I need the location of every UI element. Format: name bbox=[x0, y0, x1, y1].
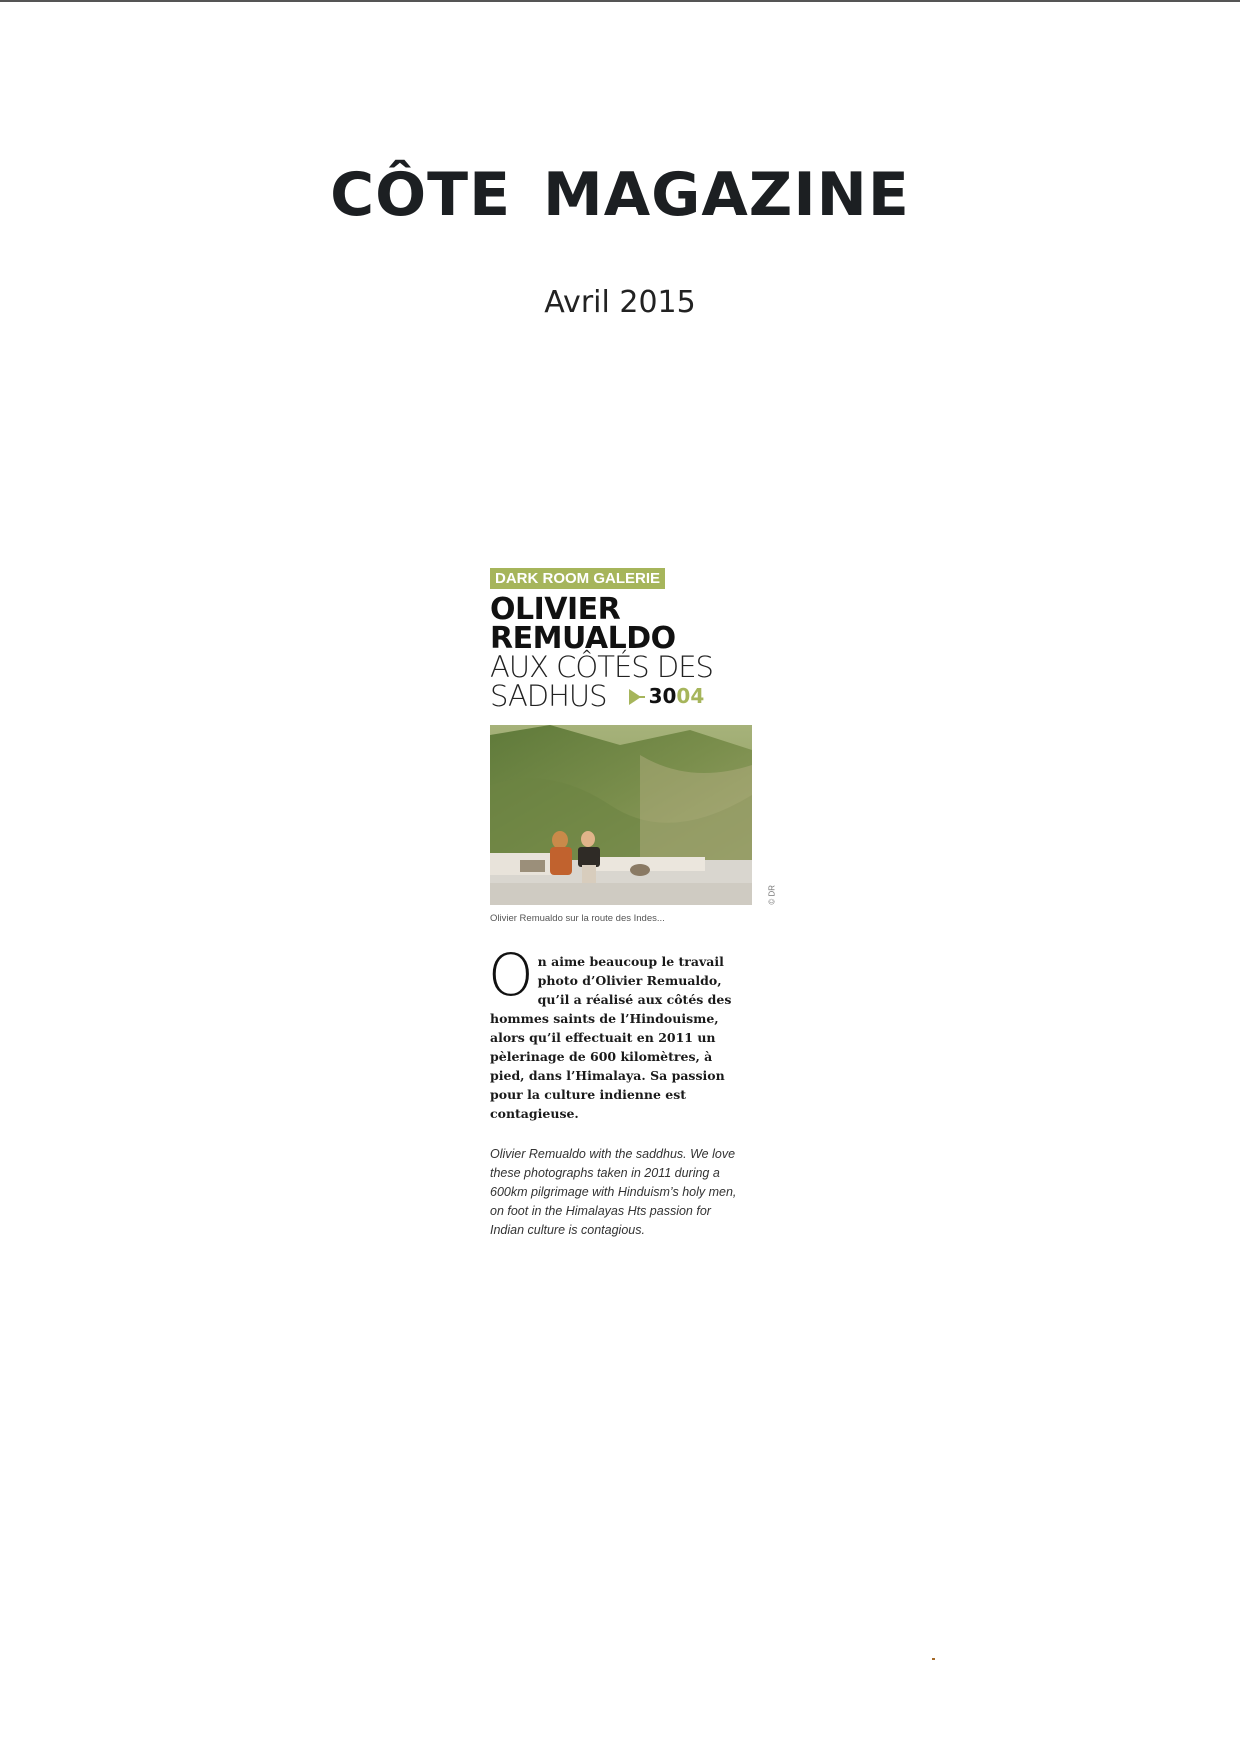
article-photo bbox=[490, 725, 777, 905]
issue-date: Avril 2015 bbox=[544, 285, 696, 320]
scan-speck bbox=[932, 1658, 935, 1660]
article-headline bbox=[490, 592, 790, 656]
article-body-french bbox=[488, 941, 746, 1123]
article-body-english: Olivier Remualdo with the saddhus. We love these photographs taken in 2011 during a 600km pilgrimage with Hinduism’s holy men, on foot in the Himalayas Hts passion for Indian culture is contagious. bbox=[490, 1147, 737, 1237]
subhead-line-2-row bbox=[490, 679, 790, 713]
top-border bbox=[0, 0, 1240, 2]
subhead-line-1: AUX CÔTÉS DES bbox=[490, 650, 713, 684]
event-date bbox=[629, 682, 705, 711]
event-date-month: 04 bbox=[676, 684, 705, 708]
photo-caption: Olivier Remualdo sur la route des Indes... bbox=[490, 913, 665, 924]
play-arrow-icon bbox=[629, 689, 641, 705]
drop-cap: O bbox=[488, 941, 534, 1009]
event-date-day: 30 bbox=[648, 684, 677, 708]
headline-line-1: OLIVIER bbox=[490, 592, 621, 627]
headline-line-2: REMUALDO bbox=[490, 621, 676, 656]
mountain-road-photo bbox=[490, 725, 752, 905]
rubric-label: DARK ROOM GALERIE bbox=[490, 568, 665, 589]
photo-credit: © DR bbox=[768, 885, 777, 905]
article-subhead bbox=[490, 650, 790, 713]
magazine-title: CÔTE MAGAZINE bbox=[330, 160, 910, 230]
article-body-french-text: n aime beaucoup le travail photo d’Olivier Remualdo, qu’il a réalisé aux côtés des hommes saints de l’Hindouisme, alors qu’il effectuait en 2011 un pèlerinage de 600 kilomètres, à pied, dans l’Himalaya. Sa passion pour la culture indienne est contagieuse. bbox=[490, 954, 732, 1121]
subhead-line-2: SADHUS bbox=[490, 679, 607, 713]
article-clipping bbox=[490, 568, 790, 1240]
